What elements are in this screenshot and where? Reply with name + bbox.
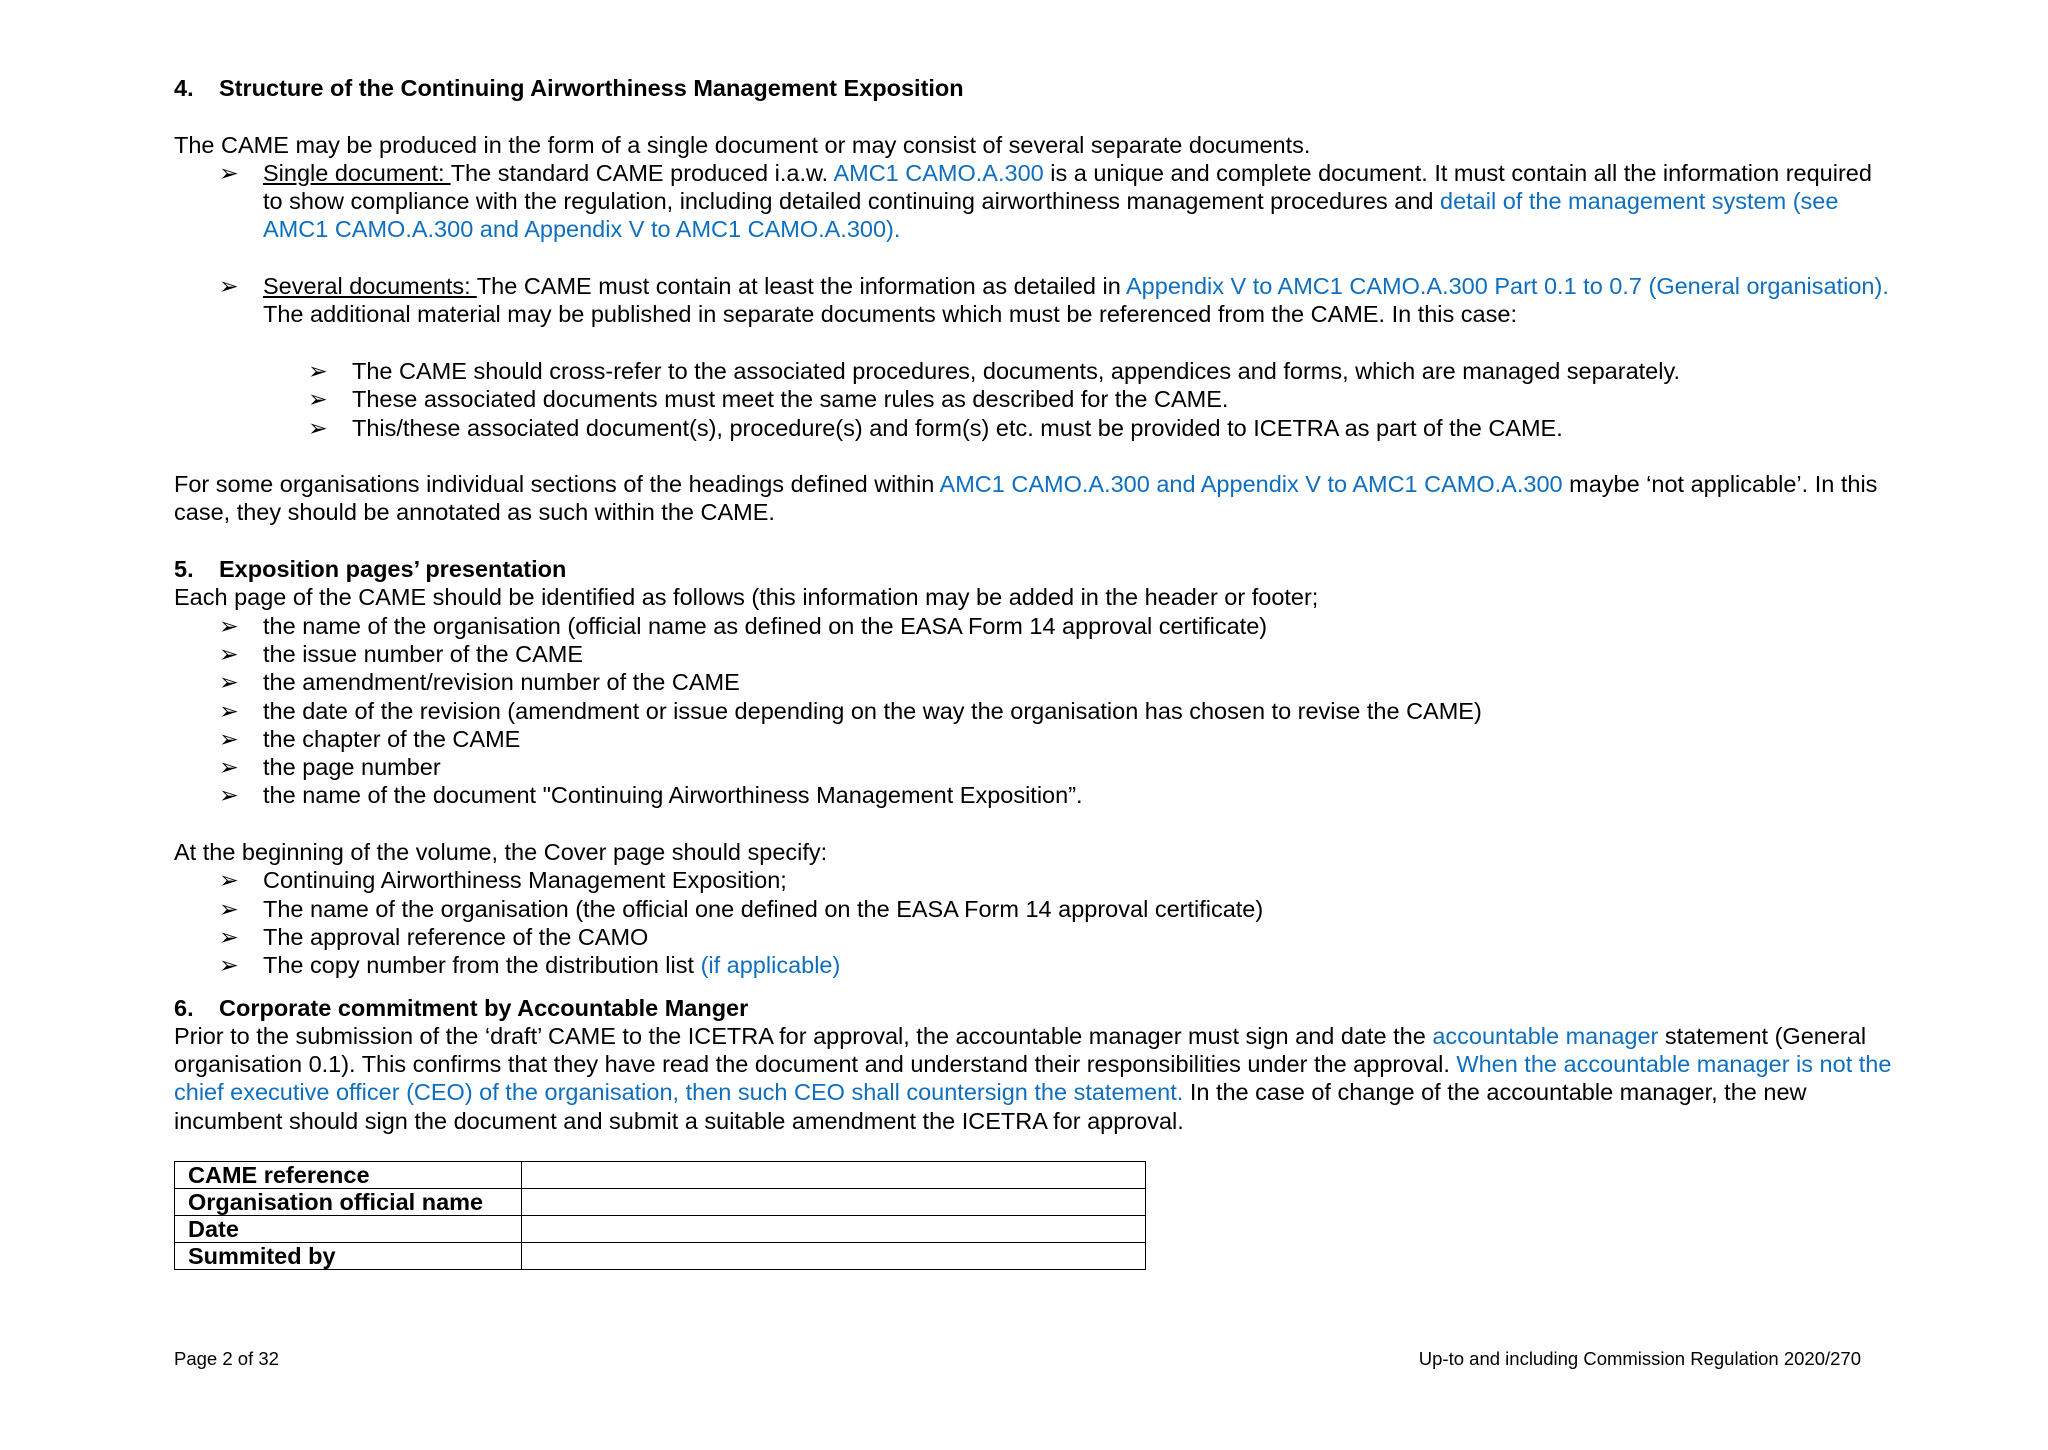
table-cell-label: Organisation official name bbox=[175, 1188, 522, 1215]
single-document-label: Single document: bbox=[263, 159, 451, 186]
table-cell-value[interactable] bbox=[521, 1161, 1145, 1188]
list-item: ➢ This/these associated document(s), procedure(s) and form(s) etc. must be provided to ICETRA as part of the CAME. bbox=[308, 414, 1563, 441]
section-5-heading bbox=[174, 555, 1894, 583]
section-4-closing: For some organisations individual sections of the headings defined within AMC1 CAMO.A.300 and Appendix V to AMC1 CAMO.A.300 maybe ‘not applicable’. In this case, they should be annotated as such within the CAME. bbox=[174, 471, 1878, 526]
several-documents-label: Several documents: bbox=[263, 273, 477, 300]
list-item: ➢ The copy number from the distribution list (if applicable) bbox=[219, 952, 841, 979]
arrow-bullet-icon: ➢ bbox=[219, 159, 239, 186]
list-item: ➢ the amendment/revision number of the CAME bbox=[219, 669, 740, 696]
list-item: ➢ the chapter of the CAME bbox=[219, 725, 521, 752]
arrow-bullet-icon: ➢ bbox=[219, 669, 239, 696]
came-form-list-2 bbox=[174, 272, 1894, 329]
page-identification-list bbox=[174, 612, 1894, 810]
table-cell-label: CAME reference bbox=[175, 1161, 522, 1188]
table-row bbox=[175, 1161, 1146, 1188]
appendix-v-reference: Appendix V to AMC1 CAMO.A.300 Part 0.1 to 0.7 (General organisation). bbox=[1126, 273, 1889, 300]
amc1-reference: AMC1 CAMO.A.300 bbox=[833, 159, 1044, 186]
list-item: ➢ the name of the organisation (official name as defined on the EASA Form 14 approval certificate) bbox=[219, 612, 1268, 639]
list-item: ➢ the page number bbox=[219, 754, 441, 781]
arrow-bullet-icon: ➢ bbox=[219, 725, 239, 752]
section-title: Structure of the Continuing Airworthiness Management Exposition bbox=[219, 75, 964, 101]
associated-documents-list bbox=[174, 357, 1894, 442]
table-cell-label: Date bbox=[175, 1215, 522, 1242]
accountable-manager-reference: accountable manager bbox=[1432, 1022, 1659, 1049]
arrow-bullet-icon: ➢ bbox=[219, 612, 239, 639]
document-page bbox=[174, 74, 1894, 1270]
arrow-bullet-icon: ➢ bbox=[219, 697, 239, 724]
arrow-bullet-icon: ➢ bbox=[219, 867, 239, 894]
list-item: ➢ The approval reference of the CAMO bbox=[219, 923, 649, 950]
arrow-bullet-icon: ➢ bbox=[219, 273, 239, 300]
table-row bbox=[175, 1188, 1146, 1215]
management-system-reference: detail of the management system (see AMC1 CAMO.A.300 and Appendix V to AMC1 CAMO.A.300). bbox=[263, 188, 1839, 243]
section-number: 4. bbox=[174, 75, 194, 101]
section-title: Corporate commitment by Accountable Manger bbox=[219, 994, 749, 1021]
footer-regulation-note: Up-to and including Commission Regulation 2020/270 bbox=[1418, 1348, 1861, 1369]
arrow-bullet-icon: ➢ bbox=[219, 754, 239, 781]
if-applicable-note: (if applicable) bbox=[700, 952, 841, 979]
list-item: ➢ the issue number of the CAME bbox=[219, 640, 584, 667]
table-cell-value[interactable] bbox=[521, 1215, 1145, 1242]
came-reference-table bbox=[174, 1161, 1146, 1270]
section-4-intro: The CAME may be produced in the form of a single document or may consist of several separate documents. bbox=[174, 131, 1311, 158]
ceo-countersign-note: When the accountable manager is not the chief executive officer (CEO) of the organisation, then such CEO shall countersign the statement. bbox=[174, 1051, 1892, 1106]
arrow-bullet-icon: ➢ bbox=[219, 895, 239, 922]
arrow-bullet-icon: ➢ bbox=[219, 782, 239, 809]
section-6-body: Prior to the submission of the ‘draft’ CAME to the ICETRA for approval, the accountable manager must sign and date the accountable manager statement (General organisation 0.1). This confirms that they have read the document and understand their responsibilities under the approval. When the accountable manager is not the chief executive officer (CEO) of the organisation, then such CEO shall countersign the statement. In the case of change of the accountable manager, the new incumbent should sign the document and submit a suitable amendment the ICETRA for approval. bbox=[174, 1022, 1892, 1134]
arrow-bullet-icon: ➢ bbox=[308, 357, 328, 384]
list-item: ➢ Continuing Airworthiness Management Exposition; bbox=[219, 867, 787, 894]
section-number: 6. bbox=[174, 994, 194, 1021]
amc1-appendix-reference: AMC1 CAMO.A.300 and Appendix V to AMC1 CAMO.A.300 bbox=[939, 471, 1563, 498]
section-5-intro: Each page of the CAME should be identified as follows (this information may be added in the header or footer; bbox=[174, 584, 1319, 611]
list-item: ➢ the date of the revision (amendment or issue depending on the way the organisation has chosen to revise the CAME) bbox=[219, 697, 1482, 724]
section-6-heading bbox=[174, 994, 1894, 1022]
list-item: ➢ The name of the organisation (the official one defined on the EASA Form 14 approval certificate) bbox=[219, 895, 1264, 922]
arrow-bullet-icon: ➢ bbox=[219, 923, 239, 950]
table-row bbox=[175, 1215, 1146, 1242]
arrow-bullet-icon: ➢ bbox=[308, 414, 328, 441]
section-number: 5. bbox=[174, 556, 194, 583]
list-item-single-document: ➢ Single document: The standard CAME produced i.a.w. AMC1 CAMO.A.300 is a unique and complete document. It must contain all the information required to show compliance with the regulation, including detailed continuing airworthiness management procedures and detail of the management system (see AMC1 CAMO.A.300 and Appendix V to AMC1 CAMO.A.300). bbox=[219, 159, 1872, 243]
cover-page-list bbox=[174, 866, 1894, 979]
cover-page-intro: At the beginning of the volume, the Cover page should specify: bbox=[174, 839, 828, 866]
footer-page-number: Page 2 of 32 bbox=[174, 1348, 279, 1369]
section-title: Exposition pages’ presentation bbox=[219, 556, 567, 583]
table-cell-value[interactable] bbox=[521, 1188, 1145, 1215]
came-form-list bbox=[174, 159, 1894, 244]
list-item: ➢ the name of the document "Continuing Airworthiness Management Exposition”. bbox=[219, 782, 1083, 809]
section-4-heading bbox=[174, 74, 1894, 102]
list-item: ➢ The CAME should cross-refer to the associated procedures, documents, appendices and forms, which are managed separately. bbox=[308, 357, 1681, 384]
arrow-bullet-icon: ➢ bbox=[219, 640, 239, 667]
arrow-bullet-icon: ➢ bbox=[308, 386, 328, 413]
table-cell-value[interactable] bbox=[521, 1242, 1145, 1269]
table-row bbox=[175, 1242, 1146, 1269]
list-item-several-documents: ➢ Several documents: The CAME must contain at least the information as detailed in Appendix V to AMC1 CAMO.A.300 Part 0.1 to 0.7 (General organisation). The additional material may be published in separate documents which must be referenced from the CAME. In this case: bbox=[219, 273, 1889, 328]
arrow-bullet-icon: ➢ bbox=[219, 952, 239, 979]
list-item: ➢ These associated documents must meet the same rules as described for the CAME. bbox=[308, 386, 1229, 413]
table-cell-label: Summited by bbox=[175, 1242, 522, 1269]
